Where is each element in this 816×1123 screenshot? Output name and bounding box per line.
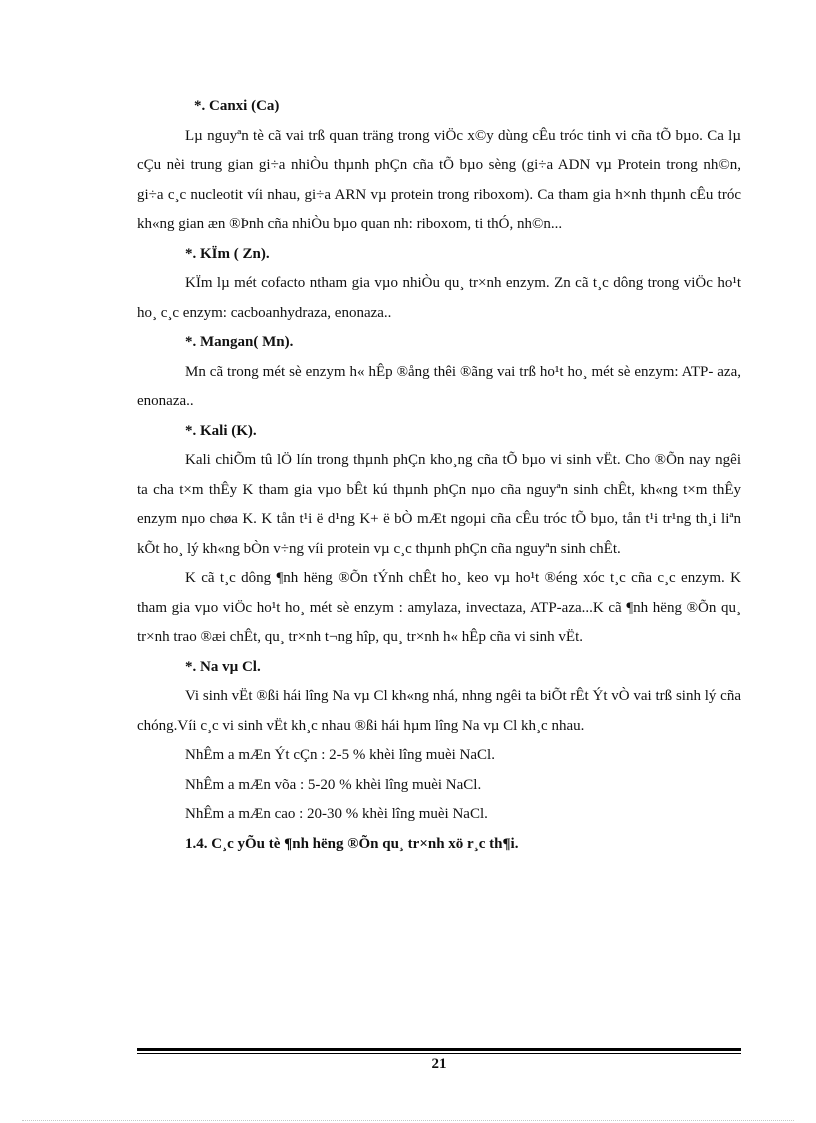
- paragraph-kali-1: Kali chiÕm tû lÖ lín trong thµnh phÇn kho¸ng cña tÕ bµo vi sinh vËt. Cho ®Õn nay ngêi ta cha t×m thÊy K tham gia vµo bÊt kú thµnh phÇn nµo cña nguyªn sinh chÊt, kh«ng t×m thÊy enzym nµo chøa K. K tån t¹i ë d¹ng K+ ë bÒ mÆt ngoµi cña cÊu tróc tÕ bµo, tån t¹i tr¹ng th¸i liªn kÕt ho¸ lý kh«ng bÒn v÷ng víi protein vµ c¸c thµnh phÇn cña nguyªn sinh chÊt.: [137, 452, 741, 557]
- document-body: [137, 92, 741, 859]
- page-number: 21: [431, 1056, 447, 1072]
- heading-mangan: *. Mangan( Mn).: [185, 334, 294, 350]
- list-item: NhÊm a mÆn cao : 20-30 % khèi lîng muèi NaCl.: [185, 806, 488, 822]
- paragraph-canxi: Lµ nguyªn tè cã vai trß quan träng trong viÖc x©y dùng cÊu tróc tinh vi cña tÕ bµo. Ca lµ cÇu nèi trung gian gi÷a nhiÒu thµnh phÇn cña tÕ bµo sèng (gi÷a ADN vµ Protein trong nh©n, gi÷a c¸c nucleotit víi nhau, gi÷a ARN vµ protein trong riboxom). Ca tham gia h×nh thµnh cÊu tróc kh«ng gian æn ®Þnh cña nhiÒu bµo quan nh: riboxom, ti thÓ, nh©n...: [137, 127, 741, 232]
- paragraph-kali-2: K cã t¸c dông ¶nh hëng ®Õn tÝnh chÊt ho¸ keo vµ ho¹t ®éng xóc t¸c cña c¸c enzym. K tham gia vµo viÖc ho¹t ho¸ mét sè enzym : amylaza, invectaza, ATP-aza...K cã ¶nh hëng ®Õn qu¸ tr×nh trao ®æi chÊt, qu¸ tr×nh t¬ng hîp, qu¸ tr×nh h« hÊp cña vi sinh vËt.: [137, 570, 741, 645]
- heading-kali: *. Kali (K).: [185, 422, 257, 439]
- paragraph-na-cl: Vi sinh vËt ®ßi hái lîng Na vµ Cl kh«ng nhá, nhng ngêi ta biÕt rÊt Ýt vÒ vai trß sinh lý cña chóng.Víi c¸c vi sinh vËt kh¸c nhau ®ßi hái hµm lîng Na vµ Cl kh¸c nhau.: [137, 688, 741, 734]
- heading-na-cl: *. Na vµ Cl.: [185, 658, 261, 675]
- list-item: NhÊm a mÆn Ýt cÇn : 2-5 % khèi lîng muèi NaCl.: [185, 747, 495, 763]
- page-bottom-border: [22, 1120, 794, 1121]
- footer-divider: [137, 1048, 741, 1054]
- list-item: NhÊm a mÆn võa : 5-20 % khèi lîng muèi NaCl.: [185, 776, 482, 793]
- paragraph-mangan: Mn cã trong mét sè enzym h« hÊp ®ång thêi ®ãng vai trß ho¹t ho¸ mét sè enzym: ATP- aza, enonaza..: [137, 363, 741, 409]
- heading-section-1-4: 1.4. C¸c yÕu tè ¶nh hëng ®Õn qu¸ tr×nh xö r¸c th¶i.: [185, 835, 519, 852]
- heading-canxi: *. Canxi (Ca): [194, 98, 280, 114]
- paragraph-kem: KÏm lµ mét cofacto ntham gia vµo nhiÒu qu¸ tr×nh enzym. Zn cã t¸c dông trong viÖc ho¹t ho¸ c¸c enzym: cacboanhydraza, enonaza..: [137, 275, 741, 321]
- heading-kem: *. KÏm ( Zn).: [185, 245, 270, 262]
